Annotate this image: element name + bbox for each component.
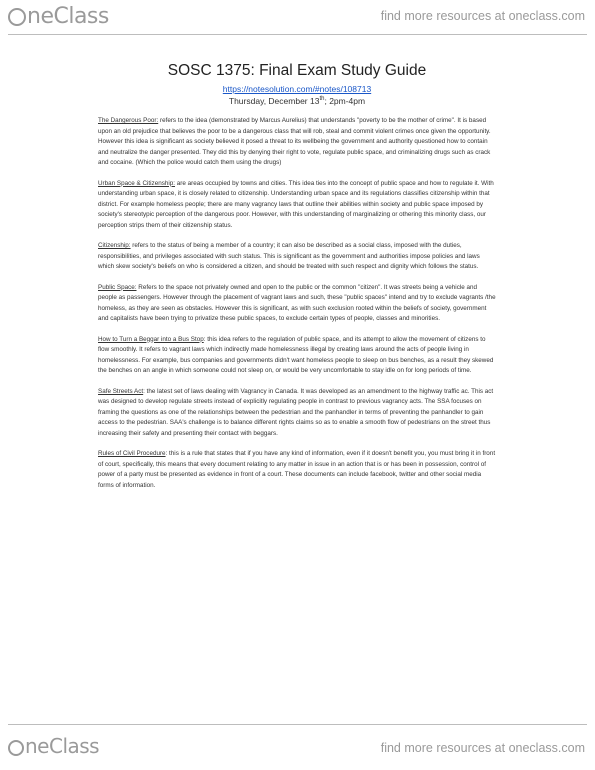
date-suffix: th: [319, 96, 325, 103]
section-term: Citizenship:: [98, 242, 131, 249]
section-body: : the latest set of laws dealing with Vagrancy in Canada. It was developed as an amendment to the highway traffic ac. This act was designed to develop regulate streets instead of explicitly regulating people in contrast to previous vagrancy acts. The SSA focuses on framing the questions as one of the relationships between the pedestrian and the panhandler in terms of preventing the panhandler to gain access to the pedestrian. SAA's challenge is to balance different rights claims so as to enable a smooth flow of pedestrians on the street thus increasing their safety and presenting their contact with beggars.: [98, 387, 494, 437]
footer-divider: [8, 724, 587, 725]
exam-date: [98, 96, 496, 106]
footer-tagline[interactable]: find more resources at oneclass.com: [380, 741, 585, 755]
section-citizenship: [98, 241, 496, 273]
section-beggar-bus-stop: [98, 335, 496, 377]
section-body: refers to the idea (demonstrated by Marcus Aurelius) that understands "poverty to be the mother of crime". It is based upon an old prejudice that believes the poor to be a dangerous class that will rob, steal and commit violent crimes once given the opportunity. However this idea is significant as society believed it posed a threat to its wellbeing the government and authority questioned how to contain and neutralize the danger presented. They did this by denying their right to vote, regulate public space, and criminalizing drugs such as crack and cocaine. (Which the police would catch them using the drugs): [98, 117, 491, 166]
oneclass-logo-footer[interactable]: [8, 734, 99, 758]
section-body: refers to the status of being a member of a country; it can also be described as a social class, imposed with the duties, responsibilities, and privileges associated with such status. This is significant as the government and authorities impose policies and laws which skew society's beliefs on who is considered a citizen, and should be treated with such respect and dignity which follows the status.: [98, 242, 480, 270]
section-term: Rules of Civil Procedure: [98, 450, 166, 457]
section-term: Safe Streets Act: [98, 387, 144, 395]
section-body: : this idea refers to the regulation of public space, and its attempt to allow the movement of citizens to flow smoothly. It refers to vagrant laws which indirectly made homelessness illegal by creating laws around the acts of people living in homelessness. For example, bus companies and governments didn't want homeless people to sleep on bus benches, as a result they skewed the benches on an angle in which someone could not sleep on, or would be very uncomfortable to stay idle on for long periods of time.: [98, 335, 494, 374]
oneclass-logo[interactable]: [8, 4, 109, 29]
document-body: [98, 44, 496, 491]
notes-link[interactable]: https://notesolution.com/#notes/108713: [222, 84, 372, 94]
date-main: Thursday, December 13: [228, 96, 320, 106]
logo-o-icon: [8, 8, 26, 26]
header-divider: [8, 34, 587, 35]
section-safe-streets-act: [98, 387, 496, 440]
section-body: Refers to the space not privately owned and open to the public or the common "citizen". It was streets being a vehicle and people as passengers. However through the placement of vagrant laws and such, these "public spaces" intend and try to exclude vagrants /the homeless, as they are seen as obstacles. However this is significant, as with such exclusion rooted within the beliefs of society, government and capitalists have been trying to privatize these public spaces, to exclude certain types of people, classes and minorities.: [98, 283, 496, 322]
date-time: ; 2pm-4pm: [324, 96, 366, 106]
section-term: How to Turn a Beggar into a Bus Stop: [98, 335, 204, 343]
section-urban-space: [98, 179, 496, 232]
page-footer: [0, 728, 595, 770]
page-title: SOSC 1375: Final Exam Study Guide: [167, 62, 427, 79]
section-civil-procedure: [98, 449, 496, 491]
section-term: Urban Space & Citizenship:: [98, 179, 176, 187]
logo-text: neClass: [27, 4, 109, 29]
section-dangerous-poor: [98, 116, 496, 169]
logo-o-icon: [8, 740, 24, 756]
section-public-space: [98, 283, 496, 325]
section-term: Public Space:: [98, 283, 137, 291]
logo-text: neClass: [25, 734, 100, 758]
page-header: [0, 0, 595, 38]
section-term: The Dangerous Poor:: [98, 117, 159, 124]
header-tagline[interactable]: find more resources at oneclass.com: [380, 9, 585, 23]
section-body: : this is a rule that states that if you have any kind of information, even if it doesn't benefit you, you must bring it in front of court, specifically, this means that every document relating to any matter in issue in an action that is or has been in possession, control of power of a party must be presented as evidence in front of a court. These documents can include facebook, twitter and other social media forms of information.: [98, 450, 496, 489]
section-body: are areas occupied by towns and cities. This idea ties into the concept of public space and how to regulate it. With understanding urban space, it is closely related to citizenship. Understanding urban space and its regulations classifies citizenship within that district. For example homeless people; there are many vagrancy laws that outline their abilities within society and public space imposed by society's stereotypic perception of the dangerous poor. However, with this understanding of marginalizing or othering this minority class, our perception strips them of their citizenship status.: [98, 179, 494, 229]
